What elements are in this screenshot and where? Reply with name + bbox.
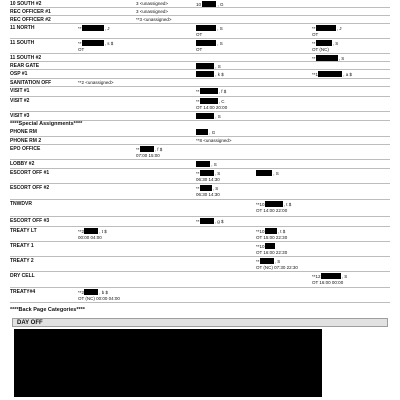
shift-time-text: OT xyxy=(196,47,203,52)
assignee-text: **10 , t $ xyxy=(256,229,286,234)
post-label: 11 SOUTH #2 xyxy=(10,55,42,61)
schedule-row xyxy=(10,242,390,257)
assignment-cell xyxy=(196,113,221,120)
assignment-cell xyxy=(256,243,287,256)
special-assignments-heading: ****Special Assignments**** xyxy=(10,121,83,127)
assignee-text: 10 , G xyxy=(196,2,224,7)
redaction-mark xyxy=(200,88,218,94)
shift-time-text: OT 16:00 00:00 xyxy=(312,280,344,285)
assignment-cell xyxy=(196,88,226,95)
post-label: LOBBY #2 xyxy=(10,161,35,167)
day-off-label: DAY OFF xyxy=(17,320,43,326)
redaction-mark xyxy=(196,25,216,31)
post-label: VISIT #3 xyxy=(10,113,30,119)
assignment-cell xyxy=(312,273,347,286)
redaction-mark xyxy=(260,258,274,264)
post-label: REC OFFICER #1 xyxy=(10,9,51,15)
post-label: ESCORT OFF #1 xyxy=(10,170,50,176)
redaction-mark xyxy=(196,129,208,135)
post-label: 11 NORTH xyxy=(10,25,35,31)
assignment-cell xyxy=(196,25,223,38)
post-label: 11 SOUTH xyxy=(10,40,35,46)
schedule-row xyxy=(10,200,390,217)
schedule-row xyxy=(10,62,390,70)
shift-time-text: OT 14:00 20:00 xyxy=(196,105,228,110)
shift-time-text: OT (NC) 00:00 04:00 xyxy=(78,296,120,301)
shift-time-text: 06:30 14:30 xyxy=(196,192,220,197)
assignment-cell xyxy=(256,228,287,241)
redaction-mark xyxy=(200,170,214,176)
post-label: REC OFFICER #2 xyxy=(10,17,51,23)
assignee-text: ** , C xyxy=(196,99,225,104)
shift-time-text: OT 16:00 22:30 xyxy=(256,250,288,255)
redaction-mark xyxy=(196,40,216,46)
post-label: VISIT #1 xyxy=(10,88,30,94)
schedule-row xyxy=(10,128,390,137)
schedule-row xyxy=(10,97,390,112)
assignee-text: ** , S xyxy=(256,259,281,264)
assignee-text: , k $ xyxy=(196,71,224,78)
schedule-row xyxy=(10,169,390,184)
assignee-text: **2 , t $ xyxy=(78,229,107,234)
assignee-text: ** , f $ xyxy=(196,89,227,94)
assignee-text: , S xyxy=(196,63,221,70)
assignee-text: 3 <unassigned> xyxy=(136,9,169,14)
assignee-text: **2 , b $ xyxy=(78,290,109,295)
schedule-row xyxy=(10,79,390,87)
post-label: ESCORT OFF #3 xyxy=(10,218,50,224)
schedule-row xyxy=(10,0,390,8)
assignment-cell xyxy=(196,161,217,168)
assignment-cell xyxy=(136,146,162,159)
schedule-row xyxy=(10,24,390,39)
assignment-cell xyxy=(196,218,224,225)
assignee-text: **8 <unassigned> xyxy=(196,138,232,143)
schedule-row xyxy=(10,137,390,145)
post-label: VISIT #2 xyxy=(10,98,30,104)
post-label: TNWDVR xyxy=(10,201,32,207)
redaction-mark xyxy=(200,218,214,224)
post-label: DRY CELL xyxy=(10,273,35,279)
redaction-mark xyxy=(200,185,212,191)
assignment-cell xyxy=(312,40,338,53)
assignee-text: ** , S xyxy=(196,186,219,191)
assignment-cell xyxy=(196,170,220,183)
assignment-cell xyxy=(196,98,227,111)
redaction-mark xyxy=(321,273,341,279)
redaction-mark xyxy=(316,40,332,46)
schedule-row xyxy=(10,8,390,16)
assignment-cell xyxy=(312,71,352,78)
shift-time-text: OT xyxy=(78,47,85,52)
post-label: REAR GATE xyxy=(10,63,40,69)
redaction-mark xyxy=(84,228,98,234)
post-label: TREATY#4 xyxy=(10,289,36,295)
post-label: SANITATION OFF xyxy=(10,80,52,86)
post-label: OSP #1 xyxy=(10,71,28,77)
assignment-cell xyxy=(196,129,215,136)
schedule-row xyxy=(10,145,390,160)
assignee-text: ** , J xyxy=(312,26,342,31)
assignment-cell xyxy=(78,228,107,241)
assignment-cell xyxy=(196,71,224,78)
schedule-row xyxy=(10,227,390,242)
back-page-heading: ****Back Page Categories**** xyxy=(10,307,85,313)
post-label: EPO OFFICE xyxy=(10,146,41,152)
redaction-mark xyxy=(196,71,214,77)
redaction-mark xyxy=(265,243,275,249)
schedule-row xyxy=(10,257,390,272)
assignee-text: **10 , t $ xyxy=(256,202,292,207)
shift-time-text: OT 15:00 22:30 xyxy=(256,235,288,240)
assignment-cell xyxy=(196,185,220,198)
assignee-text: ** , S xyxy=(196,171,221,176)
assignee-text: , S xyxy=(196,113,221,120)
post-label: PHONE RM 2 xyxy=(10,138,42,144)
assignee-text: **3 <unassigned> xyxy=(136,17,172,22)
assignment-cell xyxy=(312,25,342,38)
assignee-text: ** , s $ xyxy=(78,41,114,46)
post-label: TREATY 2 xyxy=(10,258,34,264)
redaction-mark xyxy=(140,146,154,152)
post-label: PHONE RM xyxy=(10,129,37,135)
shift-time-text: OT (NC) 07:30 22:30 xyxy=(256,265,298,270)
schedule-row xyxy=(10,288,390,303)
redaction-mark xyxy=(84,289,98,295)
shift-time-text: 07:00 15:00 xyxy=(136,153,160,158)
shift-time-text: OT (NC) xyxy=(312,47,329,52)
schedule-row xyxy=(10,54,390,62)
redaction-mark xyxy=(82,25,104,31)
schedule-row xyxy=(10,272,390,288)
schedule-row xyxy=(10,160,390,169)
redaction-mark xyxy=(265,228,277,234)
assignment-cell xyxy=(196,40,223,53)
assignee-text: , G xyxy=(196,129,215,136)
post-label: TREATY LT xyxy=(10,228,37,234)
assignee-text: 3 <unassigned> xyxy=(136,1,169,6)
assignee-text: **12 , S xyxy=(312,274,348,279)
shift-time-text: 00:00 04:00 xyxy=(78,235,102,240)
redaction-block xyxy=(14,329,322,397)
day-off-header xyxy=(12,318,388,327)
redaction-mark xyxy=(316,25,336,31)
assignee-text: **10 xyxy=(256,243,287,250)
post-label: ESCORT OFF #2 xyxy=(10,185,50,191)
assignment-cell xyxy=(256,258,298,271)
schedule-row xyxy=(10,87,390,97)
assignment-cell xyxy=(256,201,291,214)
assignee-text: , S xyxy=(256,170,279,177)
assignment-cell xyxy=(78,289,120,302)
assignee-text: ** , S xyxy=(312,41,339,46)
schedule-row xyxy=(10,16,390,24)
assignment-cell xyxy=(78,25,110,32)
assignee-text: **2 <unassigned> xyxy=(78,80,114,85)
redaction-mark xyxy=(318,71,342,77)
assignment-cell xyxy=(78,40,113,53)
shift-time-text: OT xyxy=(312,32,319,37)
redaction-mark xyxy=(196,161,210,167)
assignee-text: ** , f $ xyxy=(136,147,163,152)
post-label: TREATY 1 xyxy=(10,243,34,249)
redaction-mark xyxy=(265,201,283,207)
assignee-text: ** , S xyxy=(312,56,345,61)
shift-time-text: 06:30 14:30 xyxy=(196,177,220,182)
row-divider xyxy=(10,302,390,303)
schedule-row xyxy=(10,70,390,79)
post-label: 10 SOUTH #2 xyxy=(10,1,42,7)
schedule-row xyxy=(10,184,390,200)
shift-time-text: OT xyxy=(196,32,203,37)
assignee-text: **1 , a $ xyxy=(312,72,353,77)
redaction-mark xyxy=(196,113,214,119)
assignee-text: , S xyxy=(196,161,217,168)
assignee-text: ** , J xyxy=(78,26,110,31)
schedule-row xyxy=(10,217,390,227)
assignee-text: ** , g $ xyxy=(196,219,224,224)
assignment-cell xyxy=(256,170,279,177)
schedule-row xyxy=(10,112,390,121)
schedule-row xyxy=(10,39,390,54)
assignee-text: , S xyxy=(196,25,223,32)
redaction-mark xyxy=(82,40,104,46)
assignee-text: , S xyxy=(196,40,223,47)
shift-time-text: OT 14:00 22:00 xyxy=(256,208,288,213)
redaction-mark xyxy=(256,170,272,176)
redaction-mark xyxy=(200,98,218,104)
